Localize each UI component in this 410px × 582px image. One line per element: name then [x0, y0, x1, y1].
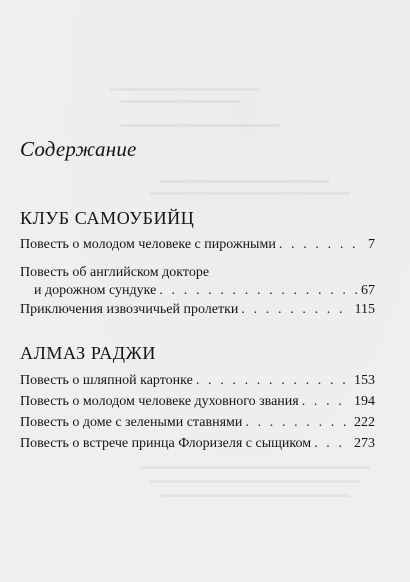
- bleed-through-mark: [140, 466, 370, 469]
- toc-entry[interactable]: [20, 372, 375, 390]
- entry-title: Повесть о шляпной картонке: [20, 373, 193, 388]
- dot-leader: [159, 282, 358, 300]
- bleed-through-mark: [110, 88, 260, 91]
- bleed-through-mark: [150, 192, 350, 195]
- entry-title-line: Повесть об английском докторе: [20, 265, 210, 280]
- toc-entry[interactable]: [20, 393, 375, 411]
- dot-leader: [245, 414, 351, 432]
- section-title: АЛМАЗ РАДЖИ: [20, 343, 156, 363]
- bleed-through-mark: [120, 124, 280, 127]
- toc-entry[interactable]: [20, 435, 375, 453]
- dot-leader: [241, 301, 351, 319]
- bleed-through-mark: [150, 480, 360, 483]
- toc-entry[interactable]: [20, 301, 375, 319]
- dot-leader: [302, 393, 351, 411]
- bleed-through-mark: [120, 100, 240, 103]
- bleed-through-mark: [160, 180, 330, 183]
- entry-title: Повесть о молодом человеке духовного звания: [20, 394, 299, 409]
- section-title: КЛУБ САМОУБИЙЦ: [20, 208, 195, 228]
- page-number: 222: [354, 415, 375, 430]
- entry-title-continuation: и дорожном сундуке: [34, 283, 157, 298]
- page-number: 194: [354, 394, 375, 409]
- entry-title: Повесть о встрече принца Флоризеля с сыщиком: [20, 436, 312, 451]
- page-number: 67: [361, 283, 375, 298]
- page-number: 115: [354, 302, 375, 317]
- toc-entry[interactable]: [20, 236, 375, 254]
- toc-entry[interactable]: [20, 264, 375, 300]
- toc-heading: Содержание: [20, 137, 137, 161]
- dot-leader: [279, 236, 365, 254]
- entry-title: Повесть о доме с зелеными ставнями: [20, 415, 243, 430]
- page-number: 273: [354, 436, 375, 451]
- page-number: 7: [368, 237, 375, 252]
- toc-entry[interactable]: [20, 414, 375, 432]
- bleed-through-mark: [160, 494, 350, 497]
- dot-leader: [314, 435, 351, 453]
- dot-leader: [196, 372, 351, 390]
- page-number: 153: [354, 373, 375, 388]
- entry-title: Приключения извозчичьей пролетки: [20, 302, 239, 317]
- entry-title: Повесть о молодом человеке с пирожными: [20, 237, 276, 252]
